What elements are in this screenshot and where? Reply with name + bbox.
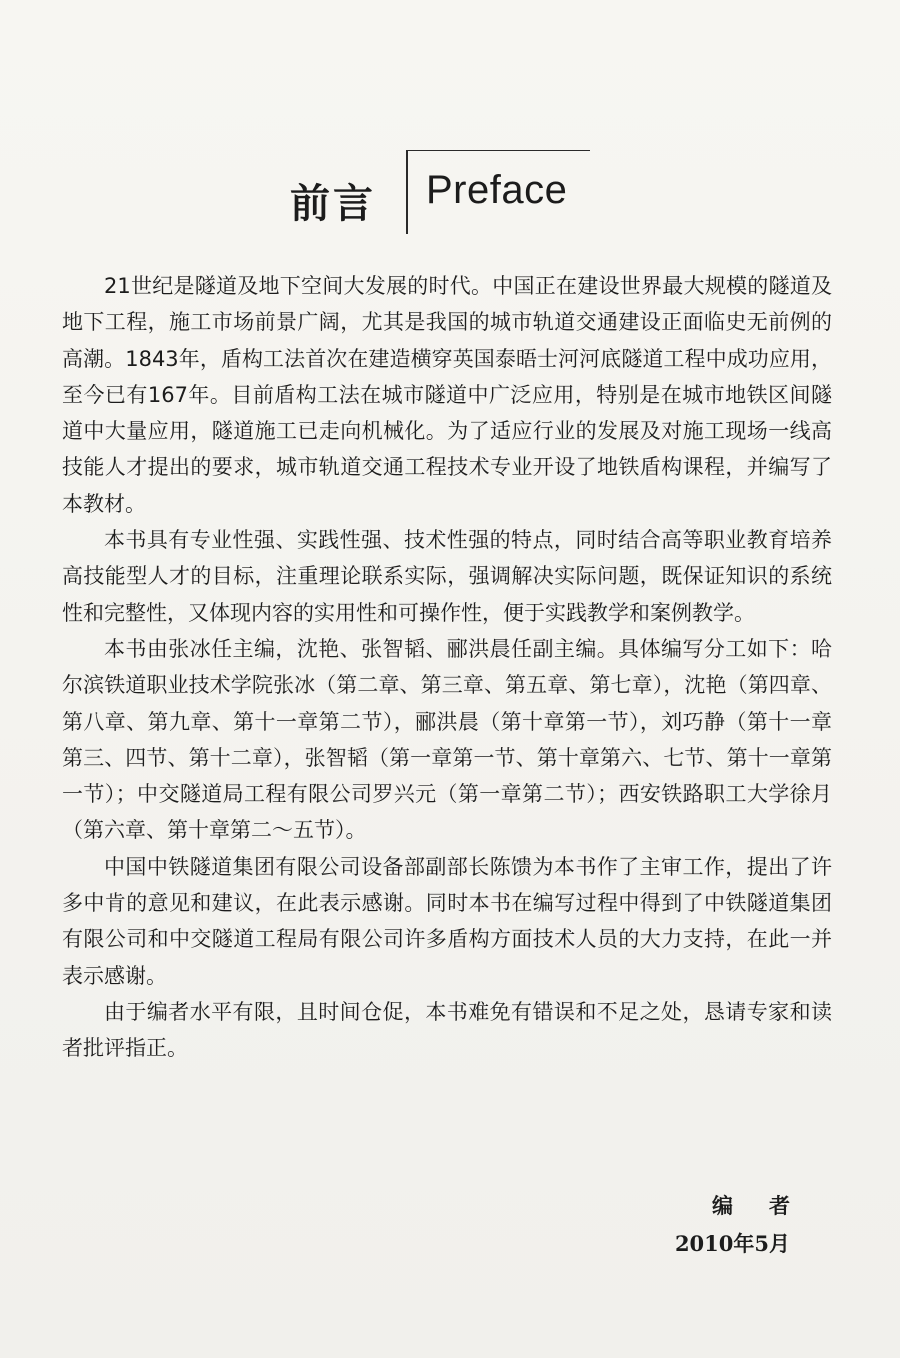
title-divider — [406, 150, 408, 234]
paragraph-closing: 由于编者水平有限，且时间仓促，本书难免有错误和不足之处，恳请专家和读者批评指正。 — [62, 999, 832, 1061]
signature-block — [630, 1188, 826, 1262]
signature-editor: 编者 — [712, 1193, 826, 1218]
title-top-rule — [406, 150, 590, 151]
page-title-english: Preface — [426, 168, 568, 212]
paragraph-authors: 本书由张冰任主编，沈艳、张智韬、郦洪晨任副主编。具体编写分工如下：哈尔滨铁道职业技术学院张冰（第二章、第三章、第五章、第七章），沈艳（第四章、第八章、第九章、第十一章第二节），郦洪晨（第十章第一节），刘巧静（第十一章第三、四节、第十二章），张智韬（第一章第一节、第十章第六、七节、第十一章第一节）；中交隧道局工程有限公司罗兴元（第一章第二节）；西安铁路职工大学徐月（第六章、第十章第二～五节）。 — [62, 636, 832, 843]
page-title-chinese: 前言 — [290, 181, 376, 227]
preface-header — [290, 150, 610, 240]
paragraph-features: 本书具有专业性强、实践性强、技术性强的特点，同时结合高等职业教育培养高技能型人才的目标，注重理论联系实际，强调解决实际问题，既保证知识的系统性和完整性，又体现内容的实用性和可操作性，便于实践教学和案例教学。 — [62, 528, 832, 625]
paragraph-intro: 21世纪是隧道及地下空间大发展的时代。中国正在建设世界最大规模的隧道及地下工程，施工市场前景广阔，尤其是我国的城市轨道交通建设正面临史无前例的高潮。1843年，盾构工法首次在建造横穿英国泰晤士河河底隧道工程中成功应用，至今已有167年。目前盾构工法在城市隧道中广泛应用，特别是在城市地铁区间隧道中大量应用，隧道施工已走向机械化。为了适应行业的发展及对施工现场一线高技能人才提出的要求，城市轨道交通工程技术专业开设了地铁盾构课程，并编写了本教材。 — [62, 274, 832, 516]
signature-date: 2010年5月 — [674, 1231, 790, 1256]
preface-body — [62, 268, 832, 1067]
paragraph-acknowledgement: 中国中铁隧道集团有限公司设备部副部长陈馈为本书作了主审工作，提出了许多中肯的意见和建议，在此表示感谢。同时本书在编写过程中得到了中铁隧道集团有限公司和中交隧道工程局有限公司许多盾构方面技术人员的大力支持，在此一并表示感谢。 — [62, 854, 832, 988]
